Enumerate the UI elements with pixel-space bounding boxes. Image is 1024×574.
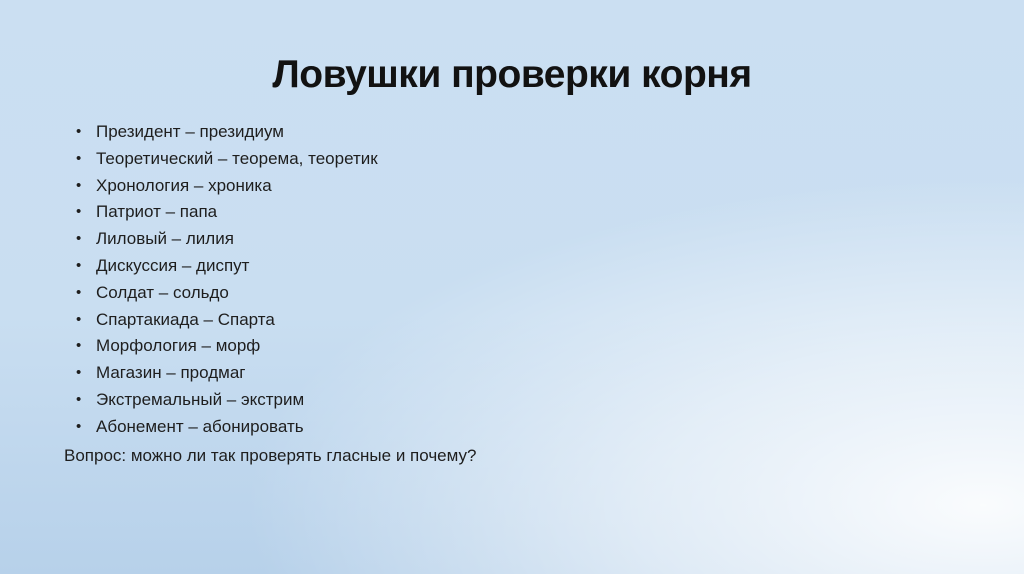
list-item (64, 253, 984, 280)
bullet-icon: • (76, 230, 82, 248)
list-item-text: Магазин – продмаг (96, 363, 246, 383)
bullet-icon: • (76, 123, 82, 140)
list-item (64, 280, 984, 307)
slide-title: Ловушки проверки корня (272, 53, 752, 96)
list-item-text: Абонемент – абонировать (96, 416, 304, 436)
bullet-icon: • (76, 310, 82, 328)
bullet-icon: • (76, 364, 82, 382)
list-item (64, 119, 984, 146)
bullet-icon: • (76, 283, 82, 301)
bullet-icon: • (76, 176, 82, 194)
bullet-icon: • (76, 256, 82, 274)
bullet-icon: • (76, 149, 82, 167)
list-item (64, 360, 984, 387)
list-item-text: Лиловый – лилия (96, 229, 234, 249)
bullet-icon: • (76, 417, 82, 435)
list-item-text: Экстремальный – экстрим (96, 389, 305, 409)
bullet-icon: • (76, 390, 82, 408)
list-item-text: Патриот – папа (96, 202, 218, 222)
list-item (64, 414, 984, 441)
list-item-text: Президент – президиум (96, 122, 284, 141)
list-item-text: Дискуссия – диспут (96, 255, 250, 275)
list-item-text: Хронология – хроника (96, 175, 272, 195)
list-item-text: Солдат – сольдо (96, 282, 229, 302)
list-item (64, 173, 984, 200)
bullet-icon: • (76, 337, 82, 355)
slide-body (64, 119, 984, 469)
list-item (64, 333, 984, 360)
bullet-icon: • (76, 203, 82, 221)
bullet-list (64, 119, 984, 441)
list-item (64, 226, 984, 253)
list-item (64, 146, 984, 173)
list-item (64, 307, 984, 334)
question-text: Вопрос: можно ли так проверять гласные и почему? (64, 445, 477, 465)
list-item (64, 199, 984, 226)
list-item-text: Морфология – морф (96, 336, 261, 356)
list-item-text: Теоретический – теорема, теоретик (96, 148, 378, 168)
list-item (64, 387, 984, 414)
list-item-text: Спартакиада – Спарта (96, 309, 275, 329)
